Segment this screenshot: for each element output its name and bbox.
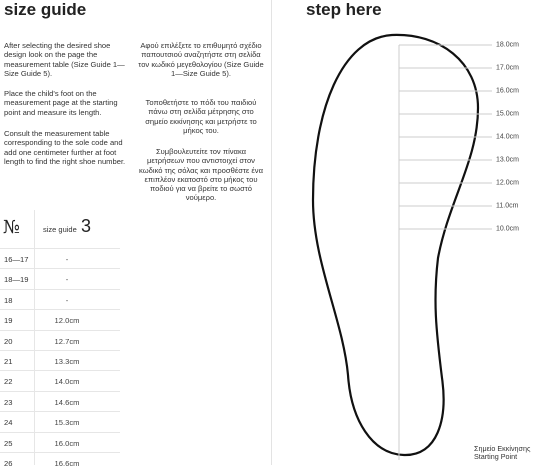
instruction-gr-2: Τοποθετήστε το πόδι του παιδιού πάνω στη σελίδα μέτρησης στο σημείο εκκίνησης και μετρήστε το μήκος του. xyxy=(145,98,257,135)
instruction-en-3: Consult the measurement table corresponding to the sole code and add one centimeter further at foot length to find the right shoe number. xyxy=(4,129,126,166)
number-sign-header: № xyxy=(3,217,21,238)
ruler-tick-label: 17.0cm xyxy=(496,64,519,72)
starting-point-gr: Σημείο Εκκίνησης xyxy=(474,444,531,453)
foot-length-value: 16.6cm xyxy=(54,458,80,468)
foot-length-value: 13.3cm xyxy=(54,356,80,366)
ruler-tick-label: 15.0cm xyxy=(496,110,519,118)
shoe-size-number: 26 xyxy=(4,458,13,468)
shoe-size-number: 16—17 xyxy=(4,255,29,264)
measurement-ruler xyxy=(378,0,540,465)
instruction-gr-3: Συμβουλευτείτε τον πίνακα μετρήσεων που αντιστοιχεί στον κωδικό της σόλας και προσθέστε ένα επιπλέον εκατοστό στο μήκος του ποδιού για να βρείτε το σωστό νούμερο. xyxy=(139,147,263,203)
starting-point-label xyxy=(474,445,530,462)
foot-length-value: 14.0cm xyxy=(54,377,80,387)
ruler-tick-label: 16.0cm xyxy=(496,87,519,95)
foot-length-value: 12.0cm xyxy=(54,316,80,326)
size-guide-header-number: 3 xyxy=(81,216,92,236)
shoe-size-number: 22 xyxy=(4,377,13,387)
shoe-size-number: 19 xyxy=(4,316,13,326)
instruction-gr-1: Αφού επιλέξετε το επιθυμητό σχέδιο παπουτσιού αναζητήστε στη σελίδα τον κωδικό μεγεθολογίου (Size Guide 1—Size Guide 5). xyxy=(138,41,264,78)
size-guide-title: size guide xyxy=(4,0,87,19)
starting-point-en: Starting Point xyxy=(474,452,518,462)
foot-length-value: - xyxy=(65,255,69,264)
shoe-size-number: 18—19 xyxy=(4,275,29,285)
foot-length-value: - xyxy=(65,295,69,305)
foot-length-value: 14.6cm xyxy=(54,397,80,407)
instruction-en-2: Place the child's foot on the measurement page at the starting point and measure its length. xyxy=(4,89,118,117)
ruler-tick-label: 18.0cm xyxy=(496,41,519,49)
foot-length-value: 12.7cm xyxy=(54,336,80,346)
foot-length-value: 16.0cm xyxy=(54,438,80,448)
foot-length-value: 15.3cm xyxy=(54,418,80,428)
step-here-title: step here xyxy=(306,0,382,19)
shoe-size-number: 18 xyxy=(4,295,13,305)
ruler-tick-label: 11.0cm xyxy=(496,202,519,210)
size-guide-header-label: size guide xyxy=(43,225,77,234)
shoe-size-number: 25 xyxy=(4,438,13,448)
instruction-en-1: After selecting the desired shoe design look on the page the measurement table (Size Guide 1—Size Guide 5). xyxy=(4,41,125,78)
ruler-tick-label: 10.0cm xyxy=(496,225,519,233)
ruler-tick-label: 14.0cm xyxy=(496,133,519,141)
ruler-tick-label: 13.0cm xyxy=(496,156,519,164)
foot-length-value: - xyxy=(65,275,69,285)
shoe-size-number: 24 xyxy=(4,418,13,428)
ruler-tick-label: 12.0cm xyxy=(496,179,519,187)
shoe-size-number: 23 xyxy=(4,397,13,407)
shoe-size-number: 20 xyxy=(4,336,13,346)
shoe-size-number: 21 xyxy=(4,356,13,366)
